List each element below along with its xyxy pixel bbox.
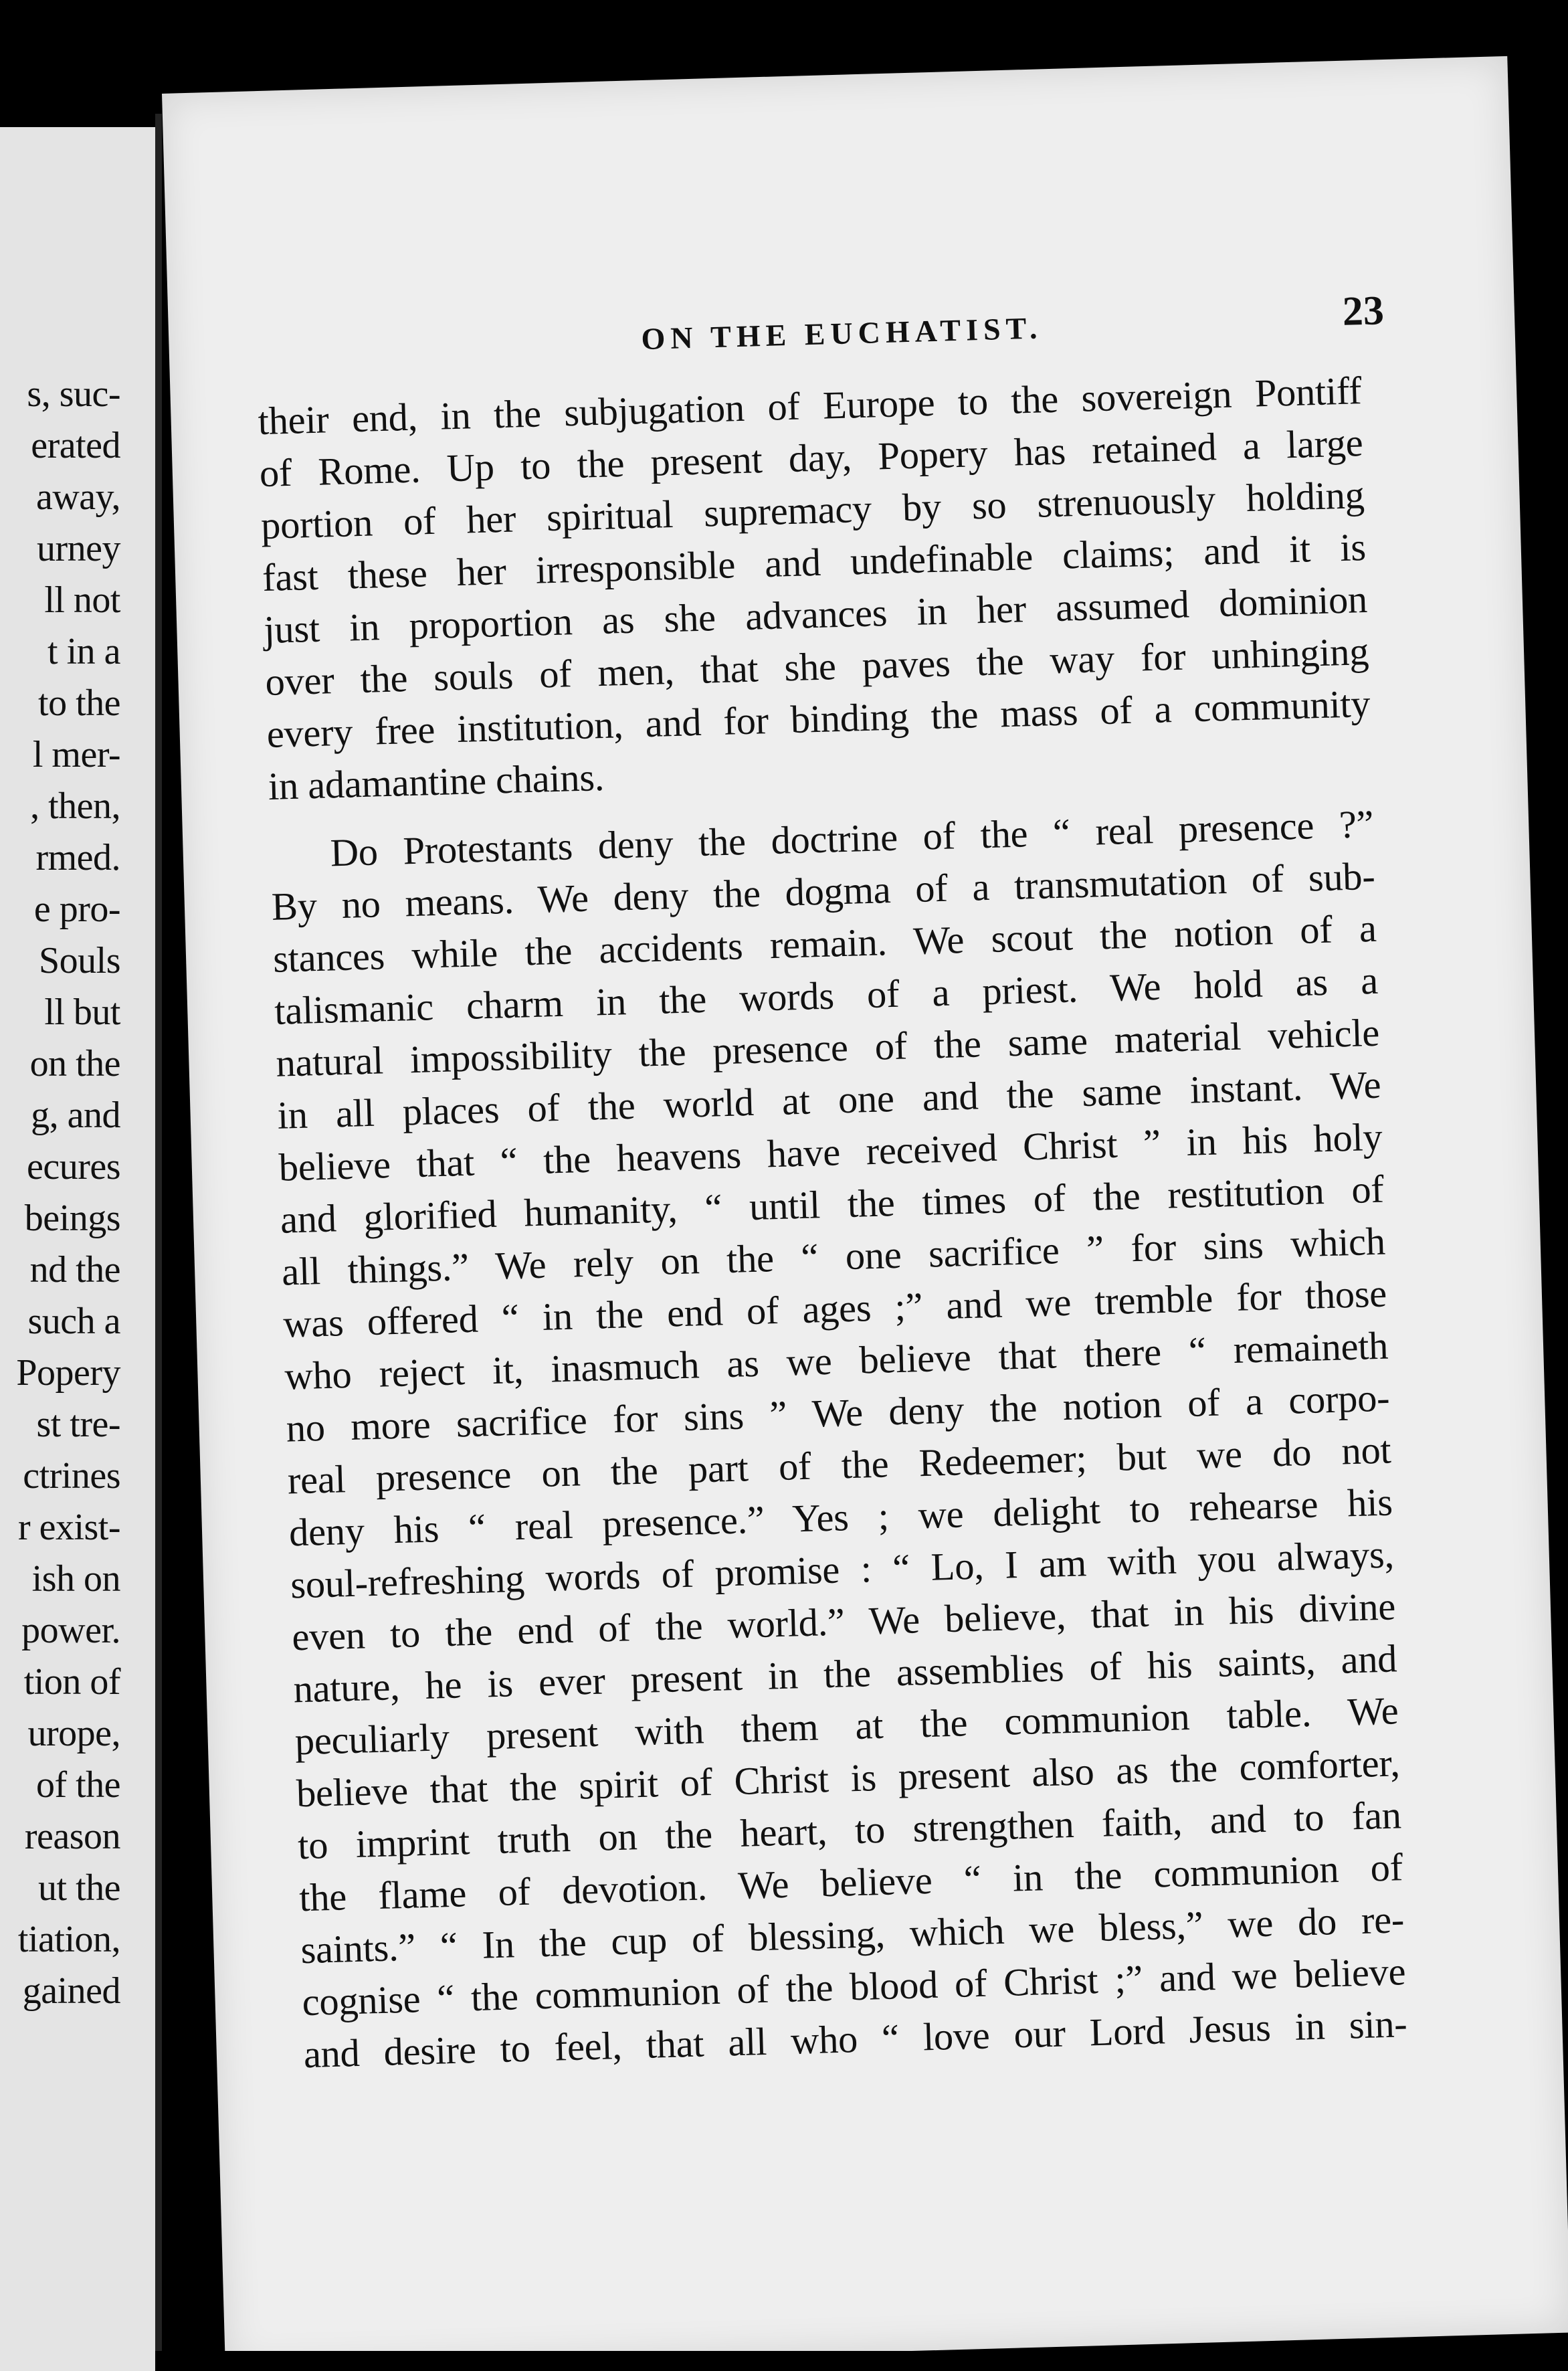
text-line: deny his “ real presence.” Yes ; we delight to rehearse his	[288, 1480, 1393, 1555]
left-line-fragment: urope,	[27, 1713, 120, 1754]
left-line-fragment: st tre-	[36, 1404, 120, 1445]
page-number: 23	[1341, 288, 1385, 335]
right-page	[162, 56, 1568, 2370]
left-line-fragment: tion of	[23, 1661, 120, 1703]
left-line-fragment: ecures	[26, 1146, 120, 1188]
text-line: the flame of devotion. We believe “ in the communion of	[298, 1845, 1403, 1920]
text-line: peculiarly present with them at the communion table. We	[294, 1689, 1399, 1764]
running-title: ON THE EUCHATIST.	[640, 310, 1043, 357]
text-line: in all places of the world at one and the same instant. We	[276, 1062, 1381, 1137]
text-line: portion of her spiritual supremacy by so strenuously holding	[260, 473, 1365, 548]
left-line-fragment: tiation,	[17, 1919, 120, 1960]
text-line: real presence on the part of the Redeemer; but we do not	[287, 1428, 1392, 1503]
left-line-fragment: , then,	[30, 785, 120, 827]
text-line: talismanic charm in the words of a priest. We hold as a	[274, 958, 1379, 1033]
text-line: even to the end of the world.” We believe, that in his divine	[291, 1584, 1396, 1659]
left-line-fragment: nd the	[29, 1249, 120, 1291]
left-line-fragment: t in a	[47, 631, 120, 672]
left-line-fragment: gained	[22, 1970, 120, 2012]
text-line: who reject it, inasmuch as we believe that there “ remaineth	[284, 1323, 1389, 1398]
left-line-fragment: ll but	[44, 991, 120, 1033]
left-line-fragment: on the	[29, 1043, 120, 1084]
text-line: was offered “ in the end of ages ;” and we tremble for those	[282, 1271, 1387, 1346]
text-line: and desire to feel, that all who “ love our Lord Jesus in sin-	[303, 2002, 1408, 2077]
text-line: soul-refreshing words of promise : “ Lo, I am with you always,	[290, 1532, 1395, 1607]
text-line: natural impossibility the presence of the same material vehicle	[275, 1010, 1380, 1085]
text-line: just in proportion as she advances in her assumed dominion	[263, 577, 1368, 652]
text-line: over the souls of men, that she paves the way for unhinging	[264, 629, 1369, 704]
left-line-fragment: urney	[36, 528, 120, 569]
left-line-fragment: g, and	[31, 1095, 120, 1136]
left-line-fragment: rmed.	[35, 837, 120, 878]
text-line: cognise “ the communion of the blood of Christ ;” and we believe	[301, 1950, 1406, 2024]
text-line: all things.” We rely on the “ one sacrifice ” for sins which	[281, 1219, 1386, 1294]
text-line: nature, he is ever present in the assemblies of his saints, and	[292, 1636, 1397, 1711]
bottom-shadow	[155, 2351, 1568, 2371]
text-line: By no means. We deny the dogma of a transmutation of sub-	[271, 854, 1376, 929]
book-spine	[155, 114, 162, 2371]
left-line-fragment: ll not	[44, 579, 120, 621]
left-line-fragment: away,	[35, 476, 120, 518]
text-line: every free institution, and for binding the mass of a community	[266, 681, 1371, 756]
left-line-fragment: ctrines	[23, 1455, 120, 1497]
left-line-fragment: r exist-	[17, 1507, 120, 1548]
text-line: no more sacrifice for sins ” We deny the notion of a corpo-	[285, 1376, 1391, 1450]
left-line-fragment: s, suc-	[27, 373, 120, 415]
left-line-fragment: l mer-	[32, 734, 120, 775]
text-line: in adamantine chains.	[268, 755, 605, 808]
left-line-fragment: ish on	[31, 1558, 120, 1600]
left-line-fragment: Popery	[16, 1352, 120, 1394]
text-line: fast these her irresponsible and undefinable claims; and it is	[262, 525, 1367, 600]
text-line: of Rome. Up to the present day, Popery has retained a large	[258, 421, 1364, 496]
body-text	[258, 365, 1408, 2081]
left-line-fragment: e pro-	[33, 888, 120, 930]
left-line-fragment: such a	[27, 1301, 120, 1342]
left-line-fragment: erated	[31, 425, 120, 466]
left-line-fragment: ut the	[38, 1867, 120, 1909]
left-line-fragment: Souls	[39, 940, 120, 981]
left-line-fragment: power.	[21, 1610, 120, 1651]
text-line: believe that “ the heavens have received Christ ” in his holy	[278, 1115, 1383, 1190]
text-line: Do Protestants deny the doctrine of the “ real presence ?”	[329, 801, 1375, 875]
text-line: believe that the spirit of Christ is present also as the comforter,	[296, 1741, 1401, 1816]
text-line: to imprint truth on the heart, to strengthen faith, and to fan	[297, 1793, 1402, 1868]
left-line-fragment: reason	[24, 1816, 120, 1857]
text-line: their end, in the subjugation of Europe to the sovereign Pontiff	[257, 369, 1362, 444]
text-line: and glorified humanity, “ until the times of the restitution of	[280, 1167, 1385, 1242]
left-line-fragment: to the	[38, 682, 120, 724]
text-line: saints.” “ In the cup of blessing, which we bless,” we do re-	[300, 1897, 1405, 1972]
left-line-fragment: of the	[35, 1764, 120, 1806]
left-line-fragment: beings	[24, 1198, 120, 1239]
left-page	[0, 127, 155, 2371]
text-line: stances while the accidents remain. We scout the notion of a	[272, 906, 1377, 981]
